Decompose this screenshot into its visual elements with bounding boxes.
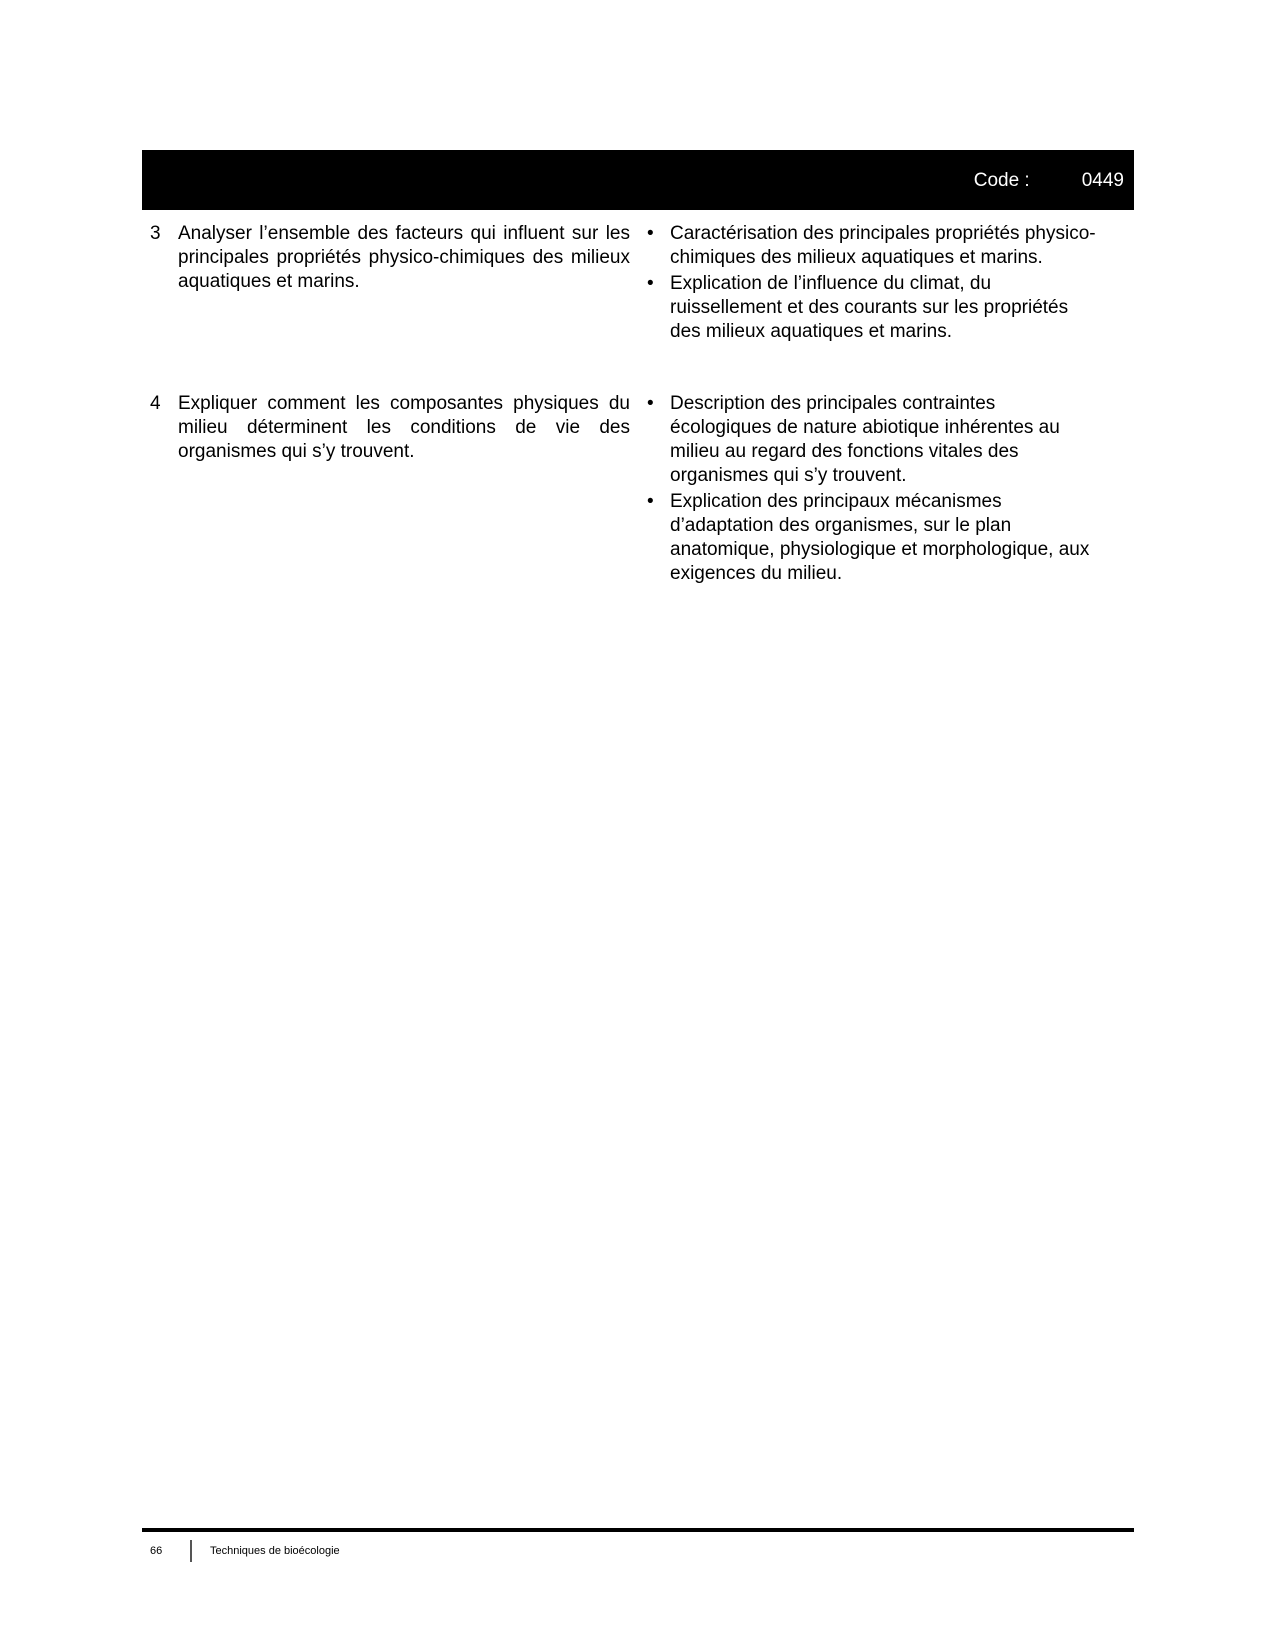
code-label-text: Code : [973, 170, 1030, 191]
objective-text: Analyser l’ensemble des facteurs qui influent sur les principales propriétés physico-chimiques des milieux aquatiques et marins. [178, 223, 630, 292]
bullet-icon: • [647, 273, 654, 294]
criteria-text: Explication de l’influence du climat, du ruissellement et des courants sur les propriétés des milieux aquatiques et marins. [670, 273, 1069, 342]
criteria-list [647, 392, 1097, 588]
objective [150, 222, 630, 294]
code-label [974, 170, 1124, 192]
program-title: Techniques de bioécologie [210, 1545, 340, 1557]
criteria-text: Description des principales contraintes écologiques de nature abiotique inhérentes au milieu au regard des fonctions vitales des organismes qui s’y trouvent. [670, 393, 1060, 486]
bullet-icon: • [647, 491, 654, 512]
criteria-item [647, 490, 1097, 586]
page-footer [150, 1540, 340, 1562]
bullet-icon: • [647, 393, 654, 414]
objective [150, 392, 630, 464]
footer-separator [190, 1540, 192, 1562]
header-bar [142, 150, 1134, 210]
criteria-item [647, 222, 1097, 270]
objective-number: 4 [150, 393, 161, 414]
criteria-text: Caractérisation des principales propriétés physico-chimiques des milieux aquatiques et marins. [670, 223, 1096, 268]
page-number: 66 [150, 1545, 163, 1557]
objective-text: Expliquer comment les composantes physiques du milieu déterminent les conditions de vie des organismes qui s’y trouvent. [178, 393, 630, 462]
objective-number: 3 [150, 223, 161, 244]
bullet-icon: • [647, 223, 654, 244]
criteria-item [647, 272, 1097, 344]
code-value: 0449 [1081, 170, 1124, 191]
criteria-item [647, 392, 1097, 488]
criteria-list [647, 222, 1097, 346]
criteria-text: Explication des principaux mécanismes d’adaptation des organismes, sur le plan anatomique, physiologique et morphologique, aux exigences du milieu. [670, 491, 1090, 584]
footer-rule [142, 1528, 1134, 1532]
